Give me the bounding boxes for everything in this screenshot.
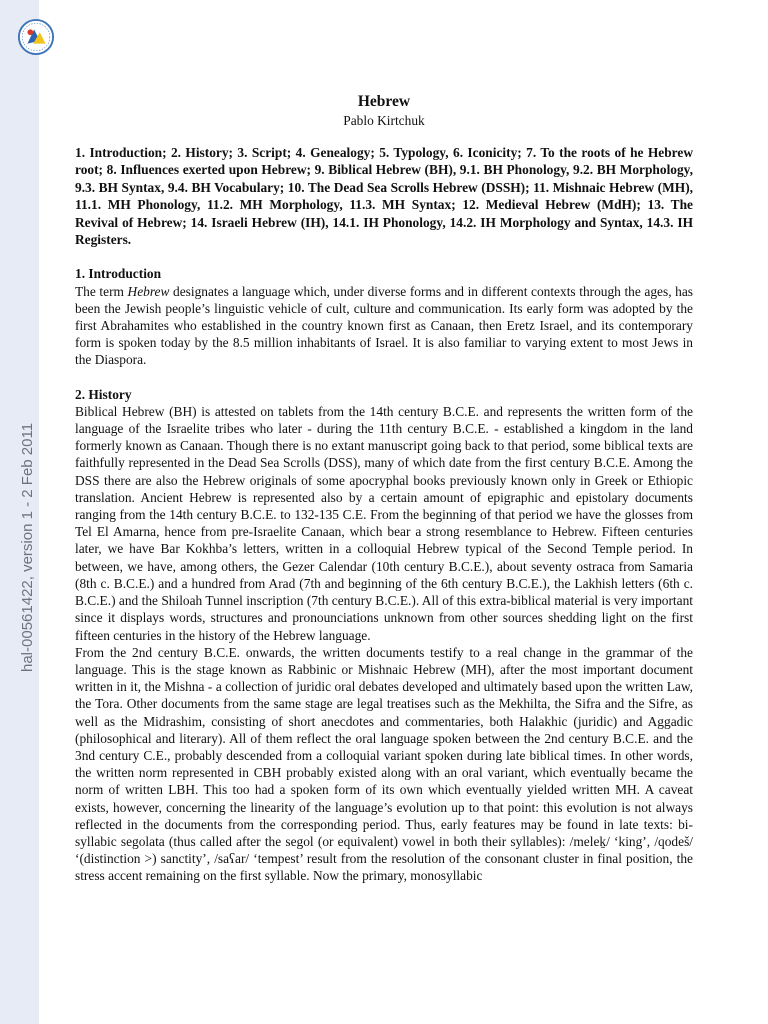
intro-emphasis: Hebrew xyxy=(127,283,170,299)
hal-stamp: hal-00561422, version 1 - 2 Feb 2011 xyxy=(19,422,36,672)
intro-text-start: The term xyxy=(75,283,128,299)
intro-text-rest: designates a language which, under diverse forms and in different contexts through the ages, has been the Jewish people’s linguistic vehicle of cult, culture and communication. Its early form was adopted by the first Abrahamites who established in the country known first as Canaan, then Eretz Israel, and its contemporary form is spoken today by the 8.5 million inhabitants of Israel. It is also familiar to varying extent to most Jews in the Diaspora. xyxy=(75,283,693,368)
section-heading-history: 2. History xyxy=(75,386,132,402)
history-paragraph-1: Biblical Hebrew (BH) is attested on tablets from the 14th century B.C.E. and represents the written form of the language of the Israelite tribes who later - during the 11th century B.C.E. - established a kingdom in the land formerly known as Canaan. Though there is no extant manuscript going back to that period, some biblical texts are faithfully represented in the Dead Sea Scrolls (DSS), many of which date from the first century B.C.E. Among the DSS there are also the Hebrew originals of some apocryphal books previously known only in Greek or Ethiopic translation. Ancient Hebrew is represented also by a certain amount of epigraphic and epistolary documents ranging from the 14th century B.C.E. to 132-135 C.E. From the beginning of that period we have the glosses from Tel El Amarna, hence from pre-Israelite Canaan, which bear a strong resemblance to Hebrew. Fifteen centuries later, we have Bar Kokhba’s letters, written in a colloquial Hebrew typical of the Second Temple period. In between, we have, among others, the Gezer Calendar (10th century B.C.E.), about seventy ostraca from Samaria (8th c. B.C.E.) and a hundred from Arad (7th and beginning of the 6th century B.C.E.), the Lakhish letters (6th c. B.C.E.) and the Shiloah Tunnel inscription (7th century B.C.E.). All of this extra-biblical material is very important since it displays words, structures and pronounciations unknown from other sources shedding light on the first fifteen centuries in the history of the Hebrew language. xyxy=(75,403,693,643)
paper-body xyxy=(75,92,693,885)
section-heading-introduction: 1. Introduction xyxy=(75,266,162,282)
hal-logo-icon xyxy=(17,18,55,56)
paper-author: Pablo Kirtchuk xyxy=(343,113,425,128)
introduction-paragraph xyxy=(75,283,693,369)
table-of-contents: 1. Introduction; 2. History; 3. Script; 4. Genealogy; 5. Typology, 6. Iconicity; 7. To the roots of he Hebrew root; 8. Influences exerted upon Hebrew; 9. Biblical Hebrew (BH), 9.1. BH Phonology, 9.2. BH Morphology, 9.3. BH Syntax, 9.4. BH Vocabulary; 10. The Dead Sea Scrolls Hebrew (DSSH); 11. Mishnaic Hebrew (MH), 11.1. MH Phonology, 11.2. MH Morphology, 11.3. MH Syntax; 12. Medieval Hebrew (MdH); 13. The Revival of Hebrew; 14. Israeli Hebrew (IH), 14.1. IH Phonology, 14.2. IH Morphology and Syntax, 14.3. IH Registers. xyxy=(75,145,693,248)
paper-title: Hebrew xyxy=(357,93,411,110)
history-paragraph-2: From the 2nd century B.C.E. onwards, the written documents testify to a real change in the grammar of the language. This is the stage known as Rabbinic or Mishnaic Hebrew (MH), after the most important document written in it, the Mishna - a collection of juridic oral debates developed and ultimately based upon the written Law, the Tora. Other documents from the same stage are legal treatises such as the Mekhilta, the Sifra and the Sifre, as well as the Midrashim, consisting of short anecdotes and commentaries, both Halakhic (juridic) and Aggadic (philosophical and literary). All of them reflect the oral language spoken between the 2nd century B.C.E. and the 3nd century C.E., probably descended from a colloquial variant spoken during late biblical times. In other words, the written norm represented in CBH probably existed along with an oral variant, which eventually became the norm of written LBH. This too had a spoken form of its own which eventually yielded written MH. A caveat exists, however, concerning the linearity of the language’s evolution up to that point: this evolution is not always reflected in the documents from the corresponding period. Thus, early features may be found in late texts: bi-syllabic segolata (thus called after the segol (or equivalent) vowel in both their syllables): /meleḵ/ ‘king’, /qodeš/ ‘(distinction >) sanctity’, /saʕar/ ‘tempest’ result from the resolution of the consonant cluster in final position, the stress accent remaining on the first syllable. Now the primary, monosyllabic xyxy=(75,644,693,884)
